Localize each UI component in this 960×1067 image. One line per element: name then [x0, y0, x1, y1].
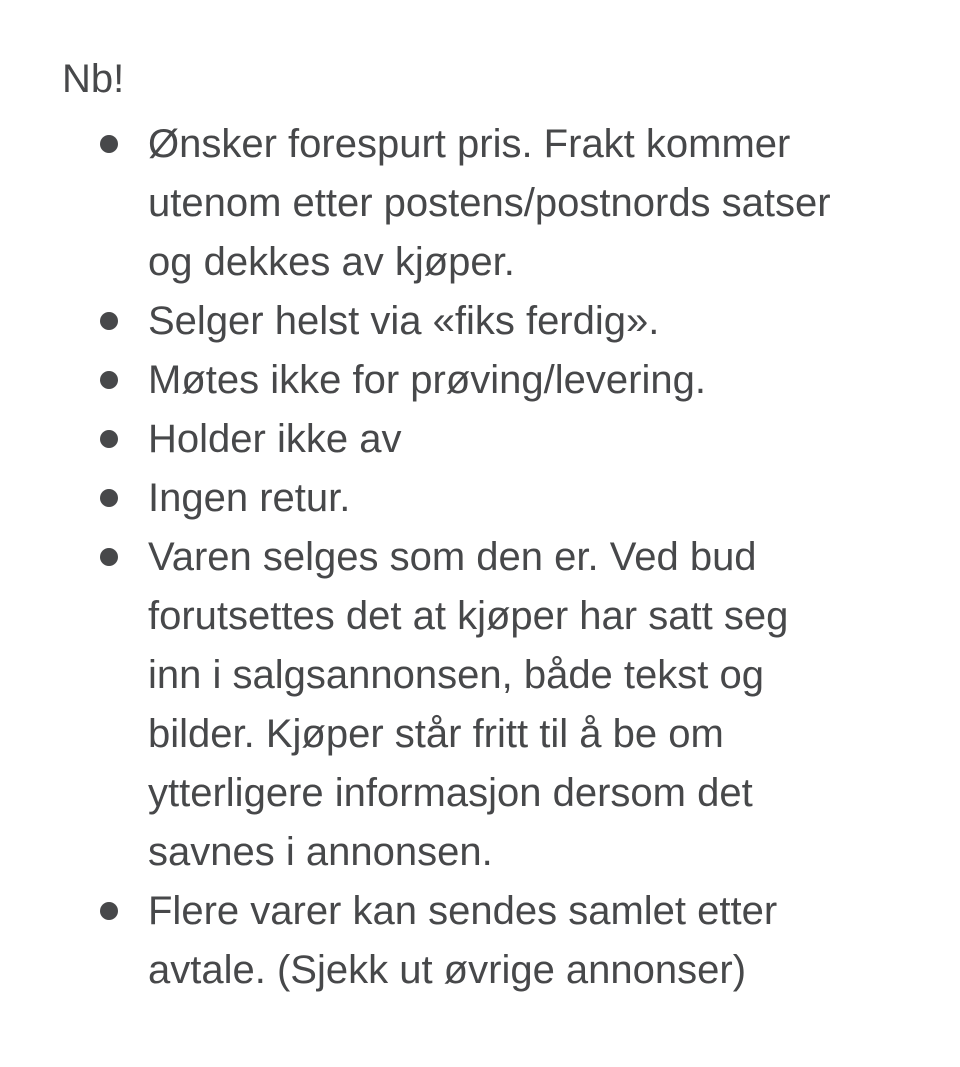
list-item-text: Møtes ikke for prøving/levering.	[148, 358, 706, 402]
list-item-text: Varen selges som den er. Ved bud forutsettes det at kjøper har satt seg inn i salgsannonsen, både tekst og bilder. Kjøper står fritt til å be om ytterligere informasjon dersom det savnes i annonsen.	[148, 535, 789, 874]
list-item	[62, 410, 843, 469]
list-item-text: Selger helst via «fiks ferdig».	[148, 299, 660, 343]
terms-bullet-list	[62, 115, 900, 1000]
list-item	[62, 882, 843, 1000]
list-item-text: Ønsker forespurt pris. Frakt kommer utenom etter postens/postnords satser og dekkes av kjøper.	[148, 122, 831, 284]
list-item-text: Ingen retur.	[148, 476, 351, 520]
list-item	[62, 528, 843, 882]
nb-heading: Nb!	[62, 57, 125, 101]
list-item	[62, 469, 843, 528]
bullet-icon	[100, 548, 118, 566]
bullet-icon	[100, 312, 118, 330]
list-item	[62, 115, 843, 292]
list-item-text: Holder ikke av	[148, 417, 402, 461]
bullet-icon	[100, 430, 118, 448]
list-item-text: Flere varer kan sendes samlet etter avtale. (Sjekk ut øvrige annonser)	[148, 889, 778, 992]
bullet-icon	[100, 135, 118, 153]
list-item	[62, 351, 843, 410]
bullet-icon	[100, 902, 118, 920]
bullet-icon	[100, 371, 118, 389]
list-item	[62, 292, 843, 351]
bullet-icon	[100, 489, 118, 507]
